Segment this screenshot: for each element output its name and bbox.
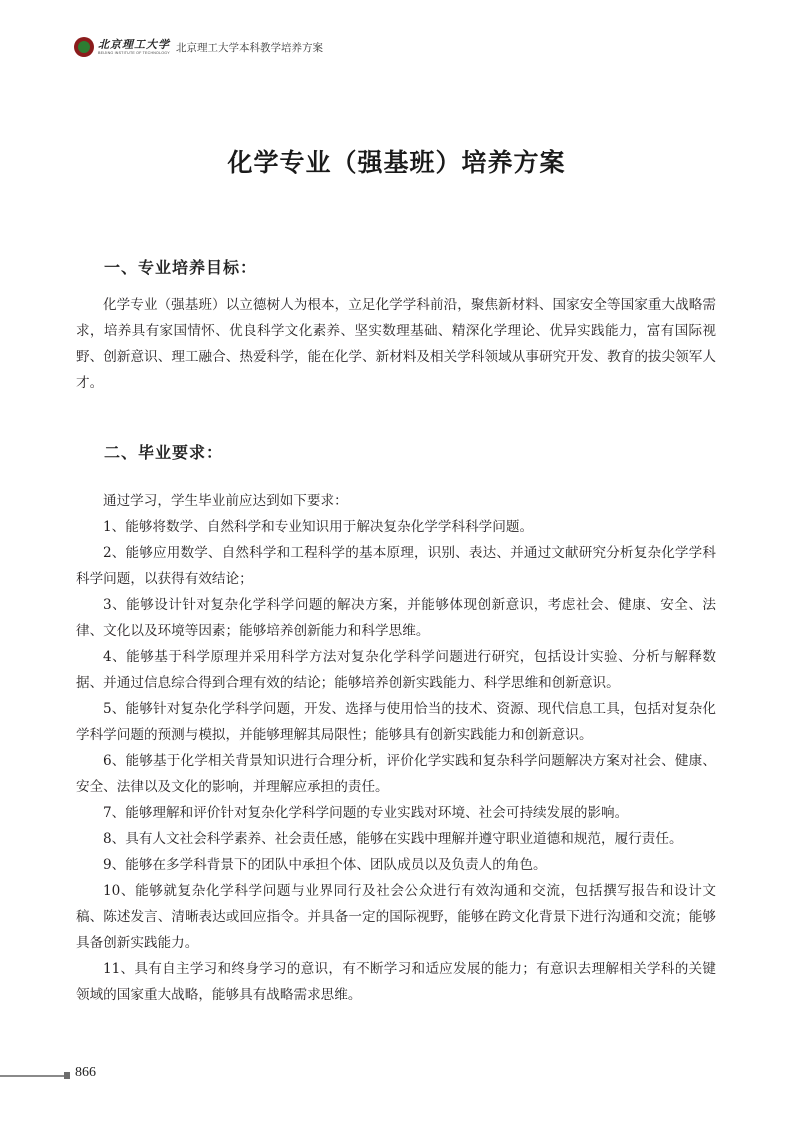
page-header bbox=[74, 36, 323, 58]
requirement-item-4: 4、能够基于科学原理并采用科学方法对复杂化学科学问题进行研究，包括设计实验、分析与解释数据、并通过信息综合得到合理有效的结论；能够培养创新实践能力、科学思维和创新意识。 bbox=[76, 649, 716, 691]
requirement-item-7: 7、能够理解和评价针对复杂化学科学问题的专业实践对环境、社会可持续发展的影响。 bbox=[103, 805, 629, 821]
university-emblem-icon bbox=[74, 37, 94, 57]
requirement-item-9: 9、能够在多学科背景下的团队中承担个体、团队成员以及负责人的角色。 bbox=[103, 857, 547, 873]
requirement-item-6: 6、能够基于化学相关背景知识进行合理分析，评价化学实践和复杂科学问题解决方案对社会、健康、安全、法律以及文化的影响，并理解应承担的责任。 bbox=[76, 753, 716, 795]
requirement-item-3: 3、能够设计针对复杂化学科学问题的解决方案，并能够体现创新意识，考虑社会、健康、安全、法律、文化以及环境等因素；能够培养创新能力和科学思维。 bbox=[76, 597, 716, 639]
document-title: 化学专业（强基班）培养方案 bbox=[227, 148, 566, 177]
requirement-item-2: 2、能够应用数学、自然科学和工程科学的基本原理，识别、表达、并通过文献研究分析复杂化学学科科学问题，以获得有效结论； bbox=[76, 545, 716, 587]
paragraph: 化学专业（强基班）以立德树人为根本，立足化学学科前沿，聚焦新材料、国家安全等国家重大战略需求，培养具有家国情怀、优良科学文化素养、坚实数理基础、精深化学理论、优异实践能力，富有国际视野、创新意识、理工融合、热爱科学，能在化学、新材料及相关学科领域从事研究开发、教育的拔尖领军人才。 bbox=[76, 297, 716, 391]
requirement-item-10: 10、能够就复杂化学科学问题与业界同行及社会公众进行有效沟通和交流，包括撰写报告和设计文稿、陈述发言、清晰表达或回应指令。并具备一定的国际视野，能够在跨文化背景下进行沟通和交流；能够具备创新实践能力。 bbox=[76, 883, 716, 951]
requirements-intro: 通过学习，学生毕业前应达到如下要求： bbox=[103, 493, 348, 509]
requirement-item-8: 8、具有人文社会科学素养、社会责任感，能够在实践中理解并遵守职业道德和规范，履行责任。 bbox=[103, 831, 683, 847]
section-heading-requirements: 二、毕业要求： bbox=[104, 443, 224, 462]
requirement-item-5: 5、能够针对复杂化学科学问题，开发、选择与使用恰当的技术、资源、现代信息工具，包括对复杂化学科学问题的预测与模拟，并能够理解其局限性；能够具有创新实践能力和创新意识。 bbox=[76, 701, 716, 743]
logo-english-name: BEIJING INSTITUTE OF TECHNOLOGY bbox=[98, 50, 170, 55]
logo-chinese-name: 北京理工大学 bbox=[98, 37, 170, 51]
section-heading-objectives: 一、专业培养目标： bbox=[104, 258, 258, 277]
footer-square-marker bbox=[64, 1072, 70, 1079]
footer-rule bbox=[0, 1075, 64, 1077]
requirement-item-11: 11、具有自主学习和终身学习的意识，有不断学习和适应发展的能力；有意识去理解相关学科的关键领域的国家重大战略，能够具有战略需求思维。 bbox=[76, 961, 716, 1003]
objectives-body bbox=[76, 292, 716, 396]
university-logo bbox=[98, 39, 170, 56]
running-header-title: 北京理工大学本科教学培养方案 bbox=[176, 41, 323, 54]
page-number: 866 bbox=[75, 1065, 96, 1080]
requirements-body bbox=[76, 488, 716, 1008]
requirement-item-1: 1、能够将数学、自然科学和专业知识用于解决复杂化学学科科学问题。 bbox=[103, 519, 534, 535]
